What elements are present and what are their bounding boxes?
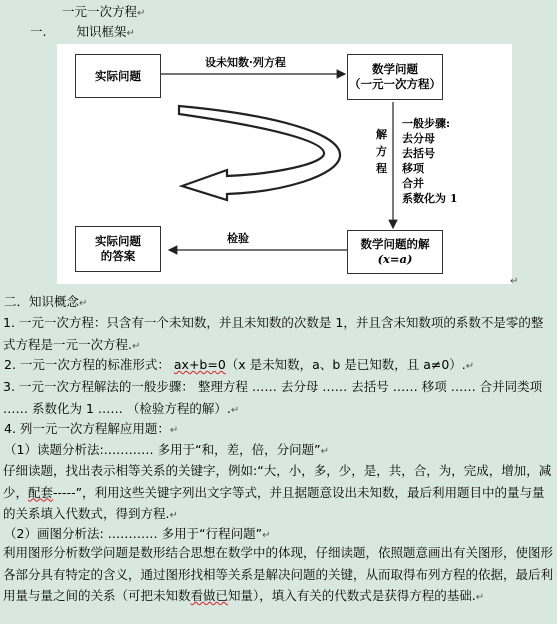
- box-solution-line1: 数学问题的解: [360, 237, 430, 251]
- box-answer-line1: 实际问题: [95, 234, 141, 248]
- box-math-line2: （一元一次方程）: [349, 77, 441, 91]
- sub2-body: [3, 542, 555, 609]
- paragraph-mark: ↵: [230, 404, 240, 416]
- sub1-body-b: -----”，利用这些关键字列出文字等式，并且据题意设出未知数，最后利用题目中的量与量的关系填入代数式，得到方程.: [3, 484, 545, 521]
- paragraph-mark: ↵: [475, 592, 485, 603]
- section1-label: 知识框架: [76, 24, 127, 39]
- paragraph-mark: ↵: [131, 340, 141, 352]
- sub1-head-text: （1）读题分析法:………… 多用于“和，差，倍，分问题”: [4, 442, 321, 457]
- item2-post: （x 是未知数，a、b 是已知数，且 a≠0）.: [225, 357, 466, 372]
- sub2-head-text: （2）画图分析法: ………… 多用于“行程问题”: [4, 526, 263, 541]
- curved-arrow-icon: [179, 106, 340, 200]
- step-3: 移项: [402, 162, 424, 175]
- paragraph-mark: ↵: [262, 530, 271, 541]
- section2-label: 二．知识概念: [4, 294, 80, 309]
- title-text: 一元一次方程: [62, 4, 138, 19]
- box-math-problem: [347, 54, 443, 100]
- paragraph-mark: ↵: [126, 28, 135, 39]
- item4-paragraph: [4, 419, 178, 441]
- item2-pre: 2. 一元一次方程的标准形式：: [4, 357, 170, 372]
- item3-paragraph: [3, 376, 555, 421]
- step-2: 去括号: [402, 147, 435, 160]
- section1-heading: [30, 22, 135, 44]
- box-answer: [75, 226, 161, 272]
- step-0: 一般步骤:: [402, 117, 451, 130]
- steps-list: [402, 116, 457, 206]
- item3-text: 3. 一元一次方程解法的一般步骤： 整理方程 …… 去分母 …… 去括号 …… 移项 …… 合并同类项 …… 系数化为 1 …… （检验方程的解）.: [3, 379, 543, 416]
- arrow-bottom-label: 检验: [227, 232, 249, 245]
- sub2-body-wavy: 看做已: [190, 588, 229, 603]
- box-solution: [347, 230, 443, 274]
- paragraph-mark: ↵: [79, 298, 88, 309]
- box-solution-line2: (x=a): [377, 252, 413, 266]
- step-5: 系数化为 1: [402, 192, 458, 205]
- paragraph-mark: ↵: [169, 510, 178, 521]
- item1-paragraph: [3, 312, 555, 357]
- box-actual-problem: [75, 54, 161, 98]
- sub2-body-a: 利用图形分析数学问题是数形结合思想在数学中的体现，仔细读题，依照题意画出有关图形，使图形各部分具有特定的含义，通过图形找相等关系是解决问题的关键，从而取得布列方程的依据，最后利用量与量之间的关系（可把未知数: [3, 545, 554, 603]
- arrow-top-label: 设未知数·列方程: [205, 56, 286, 69]
- knowledge-framework-diagram: [57, 44, 512, 284]
- box-actual-label: 实际问题: [95, 68, 141, 83]
- box-answer-line2: 的答案: [100, 249, 136, 263]
- paragraph-mark: ↵: [137, 8, 146, 19]
- step-4: 合并: [402, 177, 424, 190]
- paragraph-mark: ↵: [465, 361, 475, 372]
- sub2-body-b: 知量），填入有关的代数式是获得方程的基础.: [228, 588, 476, 603]
- sub1-body-a: 仔细读题，找出表示相等关系的关键字，例如:“大，小，多，少，是，共，合，为，完成，增加，减少，: [3, 463, 552, 500]
- page-title: [62, 2, 145, 24]
- step-1: 去分母: [402, 132, 435, 145]
- vertical-label: 解方程: [376, 128, 387, 175]
- item1-text: 1. 一元一次方程：只含有一个未知数，并且未知数的次数是 1，并且含未知数项的系数不是零的整式方程是一元一次方程.: [3, 315, 544, 352]
- section1-num: 一.: [30, 24, 47, 39]
- sub1-body: [3, 460, 555, 527]
- paragraph-mark: ↵: [169, 425, 179, 436]
- item4-text: 4. 列一元一次方程解应用题：: [4, 421, 170, 436]
- paragraph-mark: ↵: [320, 446, 329, 457]
- paragraph-mark: ↵: [510, 276, 519, 287]
- item2-formula: ax+b=0: [173, 357, 226, 372]
- item2-paragraph: [4, 355, 474, 377]
- sub1-body-wavy: 配套: [28, 484, 54, 500]
- section2-heading: [4, 292, 87, 314]
- sub1-heading: [4, 440, 329, 462]
- box-math-line1: 数学问题: [372, 62, 418, 76]
